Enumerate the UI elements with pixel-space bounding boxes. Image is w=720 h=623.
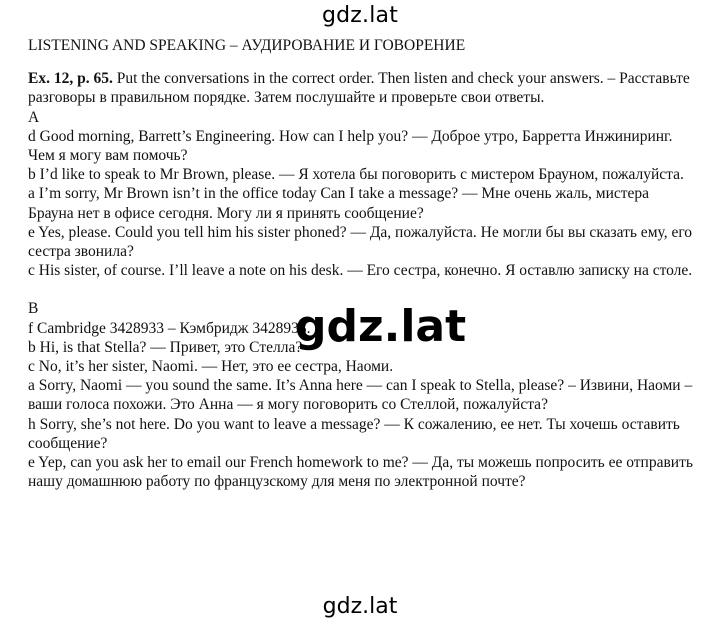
document-body xyxy=(28,36,698,491)
conversation-b-line: e Yep, can you ask her to email our French homework to me? — Да, ты можешь попросить ее отправить нашу домашнюю работу по французскому для меня по электронной почте? xyxy=(28,454,693,491)
watermark-bottom: gdz.lat xyxy=(322,594,398,619)
conversation-b-line: a Sorry, Naomi — you sound the same. It’s Anna here — can I speak to Stella, please? – Извини, Наоми – ваши голоса похожи. Это Анна — я могу поговорить со Стеллой, пожалуйста? xyxy=(28,377,693,414)
conversation-a-line: d Good morning, Barrett’s Engineering. How can I help you? — Доброе утро, Барретта Инжиниринг. Чем я могу вам помочь? xyxy=(28,127,673,165)
conversation-b-line: b Hi, is that Stella? — Привет, это Стелла? xyxy=(28,338,303,356)
exercise-paragraph xyxy=(28,69,698,107)
conversation-a-line: c His sister, of course. I’ll leave a note on his desk. — Его сестра, конечно. Я оставлю записку на столе. xyxy=(28,262,693,280)
block-spacer xyxy=(28,280,698,299)
conversation-a-line: e Yes, please. Could you tell him his sister phoned? — Да, пожалуйста. Не могли бы вы сказать ему, его сестра звонила? xyxy=(28,223,693,261)
conversation-a-line: b I’d like to speak to Mr Brown, please. — Я хотела бы поговорить с мистером Брауном, пожалуйста. xyxy=(28,166,684,184)
conversation-b-line: h Sorry, she’s not here. Do you want to leave a message? — К сожалению, ее нет. Ты хочешь оставить сообщение? xyxy=(28,415,680,452)
conversation-b-heading: B xyxy=(28,300,39,318)
exercise-label: Ex. 12, p. 65. xyxy=(28,70,113,88)
conversation-a-heading: A xyxy=(28,108,40,126)
watermark-middle: gdz.lat xyxy=(295,301,467,352)
conversation-b-line: c No, it’s her sister, Naomi. — Нет, это ее сестра, Наоми. xyxy=(28,358,394,376)
conversation-a-line: a I’m sorry, Mr Brown isn’t in the office today Can I take a message? — Мне очень жаль, мистера Брауна нет в офисе сегодня. Могу ли я принять сообщение? xyxy=(28,185,650,222)
conversation-b-line: f Cambridge 3428933 – Кэмбридж 3428933. xyxy=(28,319,311,337)
section-title: LISTENING AND SPEAKING – АУДИРОВАНИЕ И ГОВОРЕНИЕ xyxy=(28,37,466,54)
exercise-instruction: Put the conversations in the correct order. Then listen and check your answers. – Расставьте разговоры в правильном порядке. Затем послушайте и проверьте свои ответы. xyxy=(28,70,690,107)
watermark-top: gdz.lat xyxy=(321,3,399,28)
